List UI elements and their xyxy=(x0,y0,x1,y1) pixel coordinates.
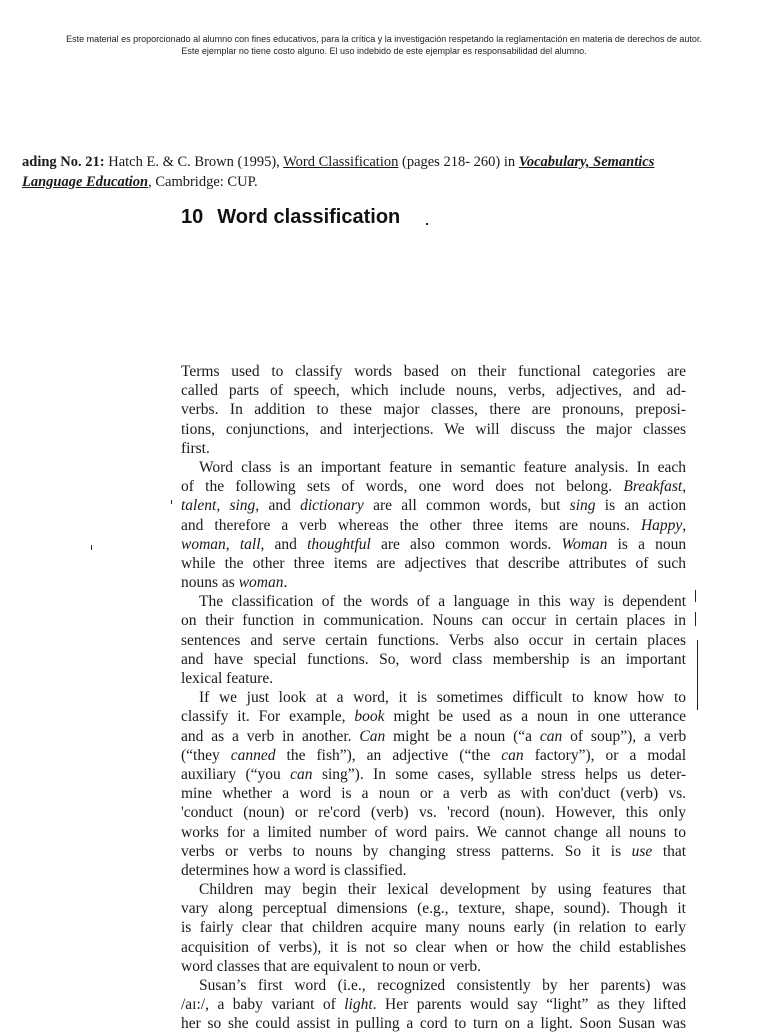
body-text-line: while the other three items are adjectives that describe attributes of such xyxy=(181,554,686,572)
body-text-line: word classes that are equivalent to noun or verb. xyxy=(181,957,482,975)
body-text-line: Word class is an important feature in semantic feature analysis. In each xyxy=(199,458,686,476)
body-text-line: nouns as woman. xyxy=(181,574,288,592)
reading-book-title-part-2: Language Education xyxy=(22,174,149,190)
body-text-line: If we just look at a word, it is sometimes difficult to know how to xyxy=(199,689,686,707)
reading-publisher: , Cambridge: CUP. xyxy=(148,174,258,190)
chapter-title: Word classification xyxy=(217,206,401,228)
body-text-line: Children may begin their lexical development by using features that xyxy=(199,881,686,899)
body-text-line: first. xyxy=(181,439,210,457)
body-text-line: /aɪ:/, a baby variant of light. Her parents would say “light” as they lifted xyxy=(181,996,686,1014)
body-text-line: verbs. In addition to these major classes, there are pronouns, preposi- xyxy=(181,401,686,419)
margin-mark xyxy=(695,612,696,626)
body-text-line: woman, tall, and thoughtful are also common words. Woman is a noun xyxy=(181,535,686,553)
body-text-line: her so she could assist in pulling a cord to turn on a light. Soon Susan was xyxy=(181,1015,686,1033)
copyright-notice xyxy=(0,33,768,57)
chapter-heading xyxy=(181,206,400,229)
reading-title: Word Classification xyxy=(283,154,399,170)
body-text-line: works for a limited number of word pairs. We cannot change all nouns to xyxy=(181,823,686,841)
reading-reference xyxy=(22,152,752,192)
reading-reference-line-1 xyxy=(22,152,752,172)
reading-pages: (pages 218- 260) in xyxy=(398,154,519,170)
body-text-line: of the following sets of words, one word does not belong. Breakfast, xyxy=(181,478,686,496)
copyright-notice-line-1: Este material es proporcionado al alumno con fines educativos, para la crítica y la investigación respetando la reglamentación en materia de derechos de autor. xyxy=(66,34,702,44)
reading-reference-line-2 xyxy=(22,172,752,192)
body-text-line: verbs or verbs to nouns by changing stress patterns. So it is use that xyxy=(181,842,686,860)
reading-book-title-part-1: Vocabulary, Semantics xyxy=(518,154,655,170)
body-text-line: called parts of speech, which include nouns, verbs, adjectives, and ad- xyxy=(181,382,686,400)
reading-number: ading No. 21: xyxy=(22,154,105,170)
body-text-line: classify it. For example, book might be used as a noun in one utterance xyxy=(181,708,686,726)
body-text-line: (“they canned the fish”), an adjective (“the can factory”), or a modal xyxy=(181,746,686,764)
body-text-line: Terms used to classify words based on their functional categories are xyxy=(181,363,686,380)
body-text-line: lexical feature. xyxy=(181,670,274,687)
margin-mark xyxy=(91,545,92,550)
copyright-notice-line-2: Este ejemplar no tiene costo alguno. El uso indebido de este ejemplar es responsabilidad del alumno. xyxy=(181,46,587,56)
body-text-line: on their function in communication. Nouns can occur in certain places in xyxy=(181,612,686,630)
body-text-line: tions, conjunctions, and interjections. We will discuss the major classes xyxy=(181,420,686,438)
body-text-line: auxiliary (“you can sing”). In some cases, syllable stress helps us deter- xyxy=(181,765,686,783)
body-text-line: The classification of the words of a language in this way is dependent xyxy=(199,593,686,611)
body-text-line: talent, sing, and dictionary are all common words, but sing is an action xyxy=(181,497,686,515)
body-text-line: Susan’s first word (i.e., recognized consistently by her parents) was xyxy=(199,977,686,994)
body-text-line: acquisition of verbs), it is not so clear when or how the child establishes xyxy=(181,938,686,956)
reading-authors: Hatch E. & C. Brown (1995), xyxy=(104,154,284,170)
body-text-line: mine whether a word is a noun or a verb as with con'duct (verb) vs. xyxy=(181,785,686,803)
margin-mark xyxy=(697,640,698,710)
body-text-line: and therefore a verb whereas the other three items are nouns. Happy, xyxy=(181,516,686,534)
body-text-line: 'conduct (noun) or re'cord (verb) vs. 'record (noun). However, this only xyxy=(181,804,686,822)
chapter-number: 10 xyxy=(181,206,204,228)
margin-mark xyxy=(426,223,428,225)
body-text-line: is fairly clear that children acquire many nouns early (in relation to early xyxy=(181,919,686,937)
body-text-line: vary along perceptual dimensions (e.g., texture, shape, sound). Though it xyxy=(181,900,686,918)
body-text-line: determines how a word is classified. xyxy=(181,861,407,879)
margin-mark xyxy=(695,590,696,602)
body-text xyxy=(181,362,686,1034)
body-text-line: and have special functions. So, word class membership is an important xyxy=(181,650,686,668)
body-text-line: sentences and serve certain functions. Verbs also occur in certain places xyxy=(181,631,686,649)
body-text-line: and as a verb in another. Can might be a noun (“a can of soup”), a verb xyxy=(181,727,686,745)
margin-mark xyxy=(171,500,172,504)
